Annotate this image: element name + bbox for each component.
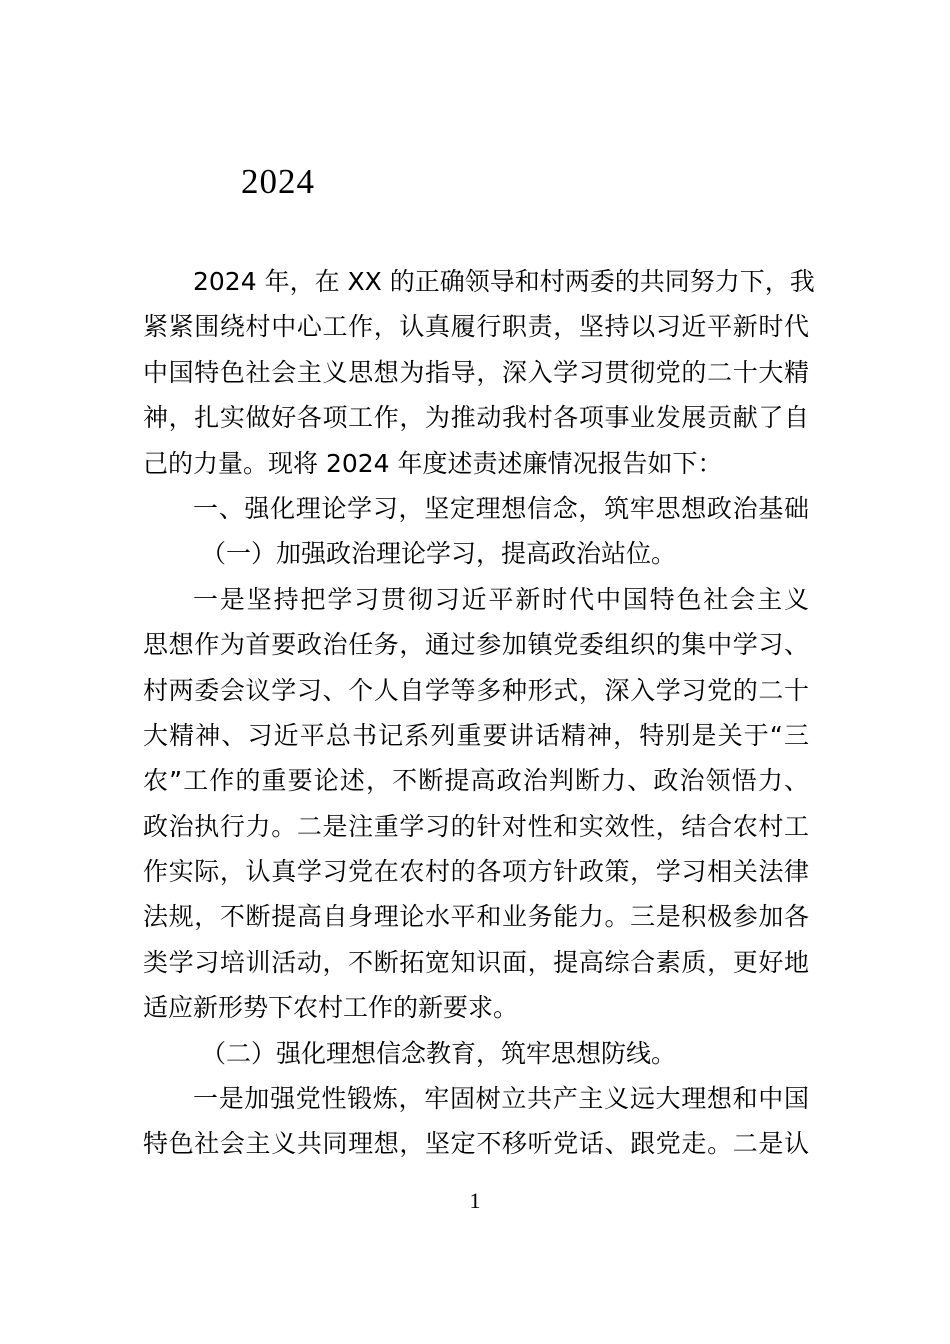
document-body <box>143 259 815 1167</box>
paragraph-line: 2024 年，在 XX 的正确领导和村两委的共同努力下，我 <box>193 267 815 296</box>
paragraph-line: 政治执行力。二是注重学习的针对性和实效性，结合农村工 <box>143 811 809 841</box>
paragraph-line: 法规，不断提高自身理论水平和业务能力。三是积极参加各 <box>143 902 809 932</box>
paragraph-line: 一是坚持把学习贯彻习近平新时代中国特色社会主义 <box>193 584 809 614</box>
paragraph-line: 紧紧围绕村中心工作，认真履行职责，坚持以习近平新时代 <box>143 312 809 342</box>
subsection-heading: （一）加强政治理论学习，提高政治站位。 <box>201 539 677 569</box>
page-number: 1 <box>469 1188 481 1213</box>
paragraph-line: 村两委会议学习、个人自学等多种形式，深入学习党的二十 <box>143 675 809 705</box>
paragraph-line: 己的力量。现将 2024 年度述责述廉情况报告如下： <box>143 448 723 478</box>
paragraph-line: 类学习培训活动，不断拓宽知识面，提高综合素质，更好地 <box>143 947 809 977</box>
paragraph-line: 适应新形势下农村工作的新要求。 <box>143 993 519 1023</box>
paragraph-line: 中国特色社会主义思想为指导，深入学习贯彻党的二十大精 <box>143 357 809 387</box>
paragraph-line: 特色社会主义共同理想，坚定不移听党话、跟党走。二是认 <box>143 1129 809 1159</box>
document-title: 2024 <box>241 162 315 201</box>
paragraph-line: 一是加强党性锻炼，牢固树立共产主义远大理想和中国 <box>193 1084 809 1114</box>
subsection-heading: （二）强化理想信念教育，筑牢思想防线。 <box>201 1038 677 1068</box>
paragraph-line: 神，扎实做好各项工作，为推动我村各项事业发展贡献了自 <box>143 403 809 433</box>
paragraph-line: 思想作为首要政治任务，通过参加镇党委组织的集中学习、 <box>143 630 809 660</box>
paragraph-line: 农”工作的重要论述，不断提高政治判断力、政治领悟力、 <box>143 766 809 796</box>
section-heading: 一、强化理论学习，坚定理想信念，筑牢思想政治基础 <box>193 493 809 523</box>
paragraph-line: 大精神、习近平总书记系列重要讲话精神，特别是关于“三 <box>143 720 809 750</box>
paragraph-line: 作实际，认真学习党在农村的各项方针政策，学习相关法律 <box>143 857 809 887</box>
